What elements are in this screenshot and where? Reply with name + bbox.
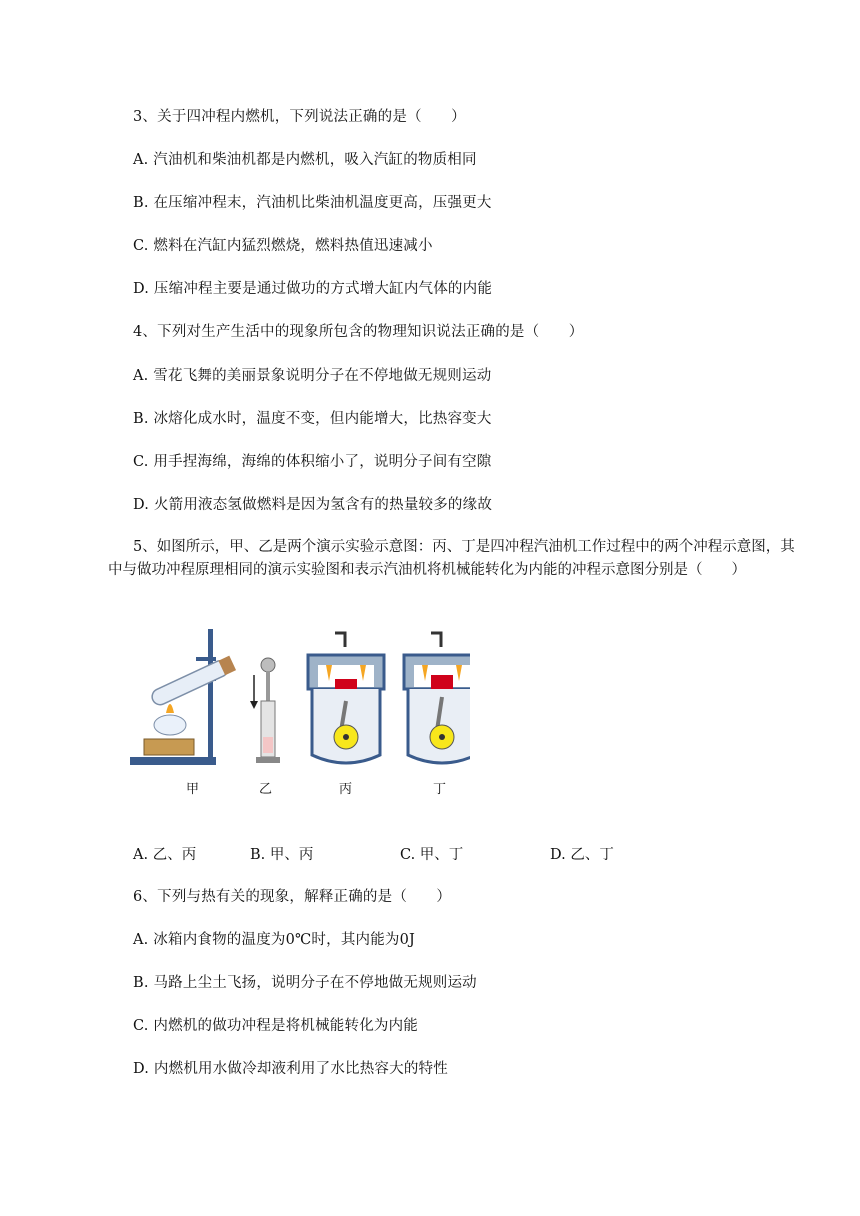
ding-engine xyxy=(404,633,470,763)
q3-option-b: B. 在压缩冲程末，汽油机比柴油机温度更高，压强更大 xyxy=(133,195,492,211)
q3-option-a: A. 汽油机和柴油机都是内燃机，吸入汽缸的物质相同 xyxy=(133,152,477,168)
q6-option-d: D. 内燃机用水做冷却液利用了水比热容大的特性 xyxy=(133,1061,448,1077)
q3-option-d: D. 压缩冲程主要是通过做功的方式增大缸内气体的内能 xyxy=(133,281,493,297)
q6-option-c: C. 内燃机的做功冲程是将机械能转化为内能 xyxy=(133,1018,418,1034)
q5-option-a: A. 乙、丙 xyxy=(133,847,197,863)
q4-option-c: C. 用手捏海绵，海绵的体积缩小了，说明分子间有空隙 xyxy=(133,454,492,470)
bing-engine xyxy=(308,633,384,763)
caption-yi: 乙 xyxy=(259,782,273,797)
q4-option-d: D. 火箭用液态氢做燃料是因为氢含有的热量较多的缘故 xyxy=(133,497,493,513)
q6-option-b: B. 马路上尘土飞扬，说明分子在不停地做无规则运动 xyxy=(133,975,477,991)
q3-option-c: C. 燃料在汽缸内猛烈燃烧，燃料热值迅速减小 xyxy=(133,238,433,254)
q4-option-a: A. 雪花飞舞的美丽景象说明分子在不停地做无规则运动 xyxy=(133,368,492,384)
q5-option-b: B. 甲、丙 xyxy=(250,847,314,863)
caption-jia: 甲 xyxy=(186,782,200,797)
q3-stem: 3、关于四冲程内燃机，下列说法正确的是（ ） xyxy=(133,109,466,125)
q5-stem: 5、如图所示，甲、乙是两个演示实验示意图：丙、丁是四冲程汽油机工作过程中的两个冲程示意图，其中与做功冲程原理相同的演示实验图和表示汽油机将机械能转化为内能的冲程示意图分别是（ ） xyxy=(108,539,795,578)
q5-figure xyxy=(130,625,470,795)
q5-figure-svg xyxy=(130,625,470,775)
caption-bing: 丙 xyxy=(339,782,353,797)
q5-option-d: D. 乙、丁 xyxy=(550,847,614,863)
caption-ding: 丁 xyxy=(433,782,447,797)
q6-option-a: A. 冰箱内食物的温度为0℃时，其内能为0J xyxy=(133,932,416,948)
q4-stem: 4、下列对生产生活中的现象所包含的物理知识说法正确的是（ ） xyxy=(133,324,584,340)
yi-apparatus xyxy=(250,658,280,763)
q4-option-b: B. 冰熔化成水时，温度不变，但内能增大，比热容变大 xyxy=(133,411,492,427)
jia-apparatus xyxy=(130,629,236,765)
q5-option-c: C. 甲、丁 xyxy=(400,847,464,863)
q6-stem: 6、下列与热有关的现象，解释正确的是（ ） xyxy=(133,889,452,905)
